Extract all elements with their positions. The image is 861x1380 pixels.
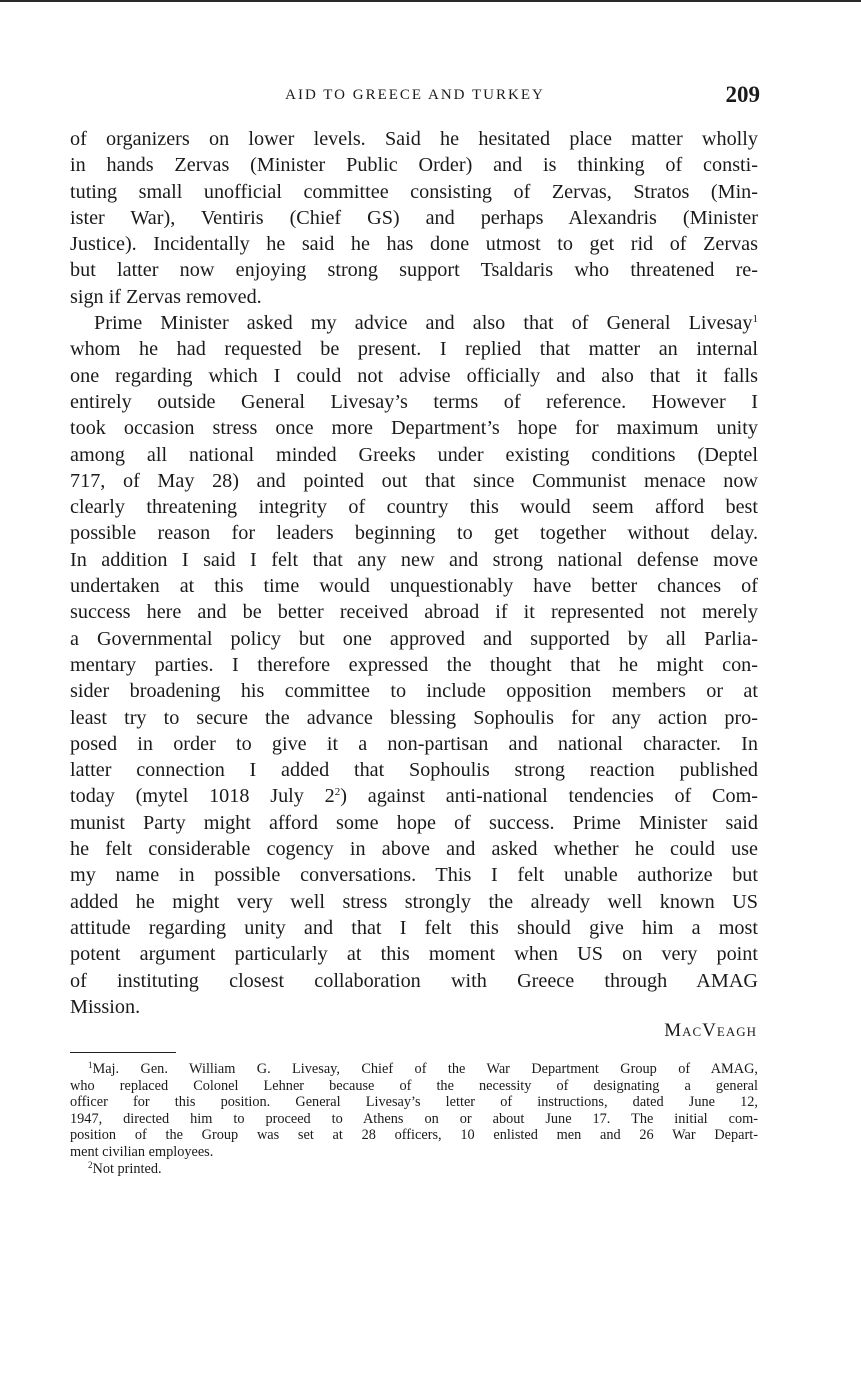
- footnote-line: [70, 1061, 758, 1078]
- signature-text: MacVeagh: [664, 1020, 757, 1041]
- footnote-divider: [70, 1052, 176, 1053]
- text-line: success here and be better received abroad if it represented not merely: [70, 601, 758, 624]
- footnote-line: [70, 1161, 758, 1178]
- text-line: attitude regarding unity and that I felt this should give him a most: [70, 916, 758, 939]
- footnote-line: who replaced Colonel Lehner because of the necessity of designating a general: [70, 1077, 758, 1094]
- footnote-ref-2[interactable]: 2: [334, 786, 341, 799]
- footnote-text: Not printed.: [92, 1160, 162, 1177]
- page-header: [70, 82, 760, 112]
- footnote-marker-2: 2: [88, 1159, 93, 1170]
- text-line: undertaken at this time would unquestionably have better chances of: [70, 575, 758, 598]
- footnote-marker-1: 1: [88, 1060, 93, 1070]
- text-line-content: Prime Minister asked my advice and also that of General Livesay: [94, 312, 753, 335]
- text-line: sign if Zervas removed.: [70, 285, 262, 308]
- text-line: tuting small unofficial committee consisting of Zervas, Stratos (Min-: [70, 180, 758, 203]
- text-line: added he might very well stress strongly the already well known US: [70, 890, 758, 913]
- text-line: entirely outside General Livesay’s terms of reference. However I: [70, 390, 758, 413]
- footnote-ref-1[interactable]: 1: [752, 313, 758, 326]
- footnote-line: position of the Group was set at 28 officers, 10 enlisted men and 26 War Depart-: [70, 1127, 758, 1144]
- text-line: least try to secure the advance blessing Sophoulis for any action pro-: [70, 706, 758, 729]
- text-line: munist Party might afford some hope of success. Prime Minister said: [70, 811, 758, 834]
- text-line: in hands Zervas (Minister Public Order) and is thinking of consti-: [70, 154, 758, 177]
- text-line: sider broadening his committee to include opposition members or at: [70, 680, 758, 703]
- text-line: took occasion stress once more Department’s hope for maximum unity: [70, 417, 758, 440]
- text-line: my name in possible conversations. This I felt unable authorize but: [70, 864, 758, 887]
- text-line: In addition I said I felt that any new and strong national defense move: [70, 548, 758, 571]
- paragraph-1: [70, 126, 758, 310]
- paragraph-2: [70, 310, 758, 1020]
- text-line: Justice). Incidentally he said he has done utmost to get rid of Zervas: [70, 233, 758, 256]
- text-line: ister War), Ventiris (Chief GS) and perhaps Alexandris (Minister: [70, 206, 758, 229]
- text-line: but latter now enjoying strong support Tsaldaris who threatened re-: [70, 259, 758, 282]
- footnote-line: officer for this position. General Livesay’s letter of instructions, dated June 12,: [70, 1094, 758, 1111]
- top-rule: [0, 0, 861, 2]
- text-line: one regarding which I could not advise officially and also that it falls: [70, 364, 758, 387]
- text-line: of organizers on lower levels. Said he hesitated place matter wholly: [70, 128, 758, 150]
- text-line: possible reason for leaders beginning to get together without delay.: [70, 522, 758, 545]
- body-text: [70, 126, 758, 1020]
- text-line: [70, 783, 758, 809]
- text-line: potent argument particularly at this moment when US on very point: [70, 943, 758, 966]
- text-line: [70, 310, 758, 336]
- text-line: clearly threatening integrity of country this would seem afford best: [70, 496, 758, 519]
- footnote-line: 1947, directed him to proceed to Athens on or about June 17. The initial com-: [70, 1110, 758, 1127]
- text-line: posed in order to give it a non-partisan and national character. In: [70, 732, 758, 755]
- text-line-tail: ) against anti-national tendencies of Com-: [340, 785, 759, 808]
- text-line: 717, of May 28) and pointed out that since Communist menace now: [70, 469, 758, 492]
- signature: [664, 1020, 757, 1042]
- page-number: 209: [725, 82, 760, 107]
- text-line: a Governmental policy but one approved and supported by all Parlia-: [70, 627, 758, 650]
- text-line: among all national minded Greeks under existing conditions (Deptel: [70, 443, 758, 466]
- text-line: whom he had requested be present. I replied that matter an internal: [70, 338, 758, 361]
- footnotes: [70, 1061, 758, 1177]
- footnote-text: Maj. Gen. William G. Livesay, Chief of the War Department Group of AMAG,: [92, 1061, 758, 1077]
- text-line: of instituting closest collaboration with Greece through AMAG: [70, 969, 758, 992]
- text-line-content: today (mytel 1018 July 2: [70, 785, 335, 808]
- text-line: he felt considerable cogency in above and asked whether he could use: [70, 838, 758, 861]
- text-line: latter connection I added that Sophoulis strong reaction published: [70, 759, 758, 782]
- text-line: mentary parties. I therefore expressed the thought that he might con-: [70, 653, 758, 676]
- running-head: AID TO GREECE AND TURKEY: [285, 87, 545, 103]
- footnote-line: ment civilian employees.: [70, 1143, 214, 1160]
- text-line: Mission.: [70, 995, 141, 1018]
